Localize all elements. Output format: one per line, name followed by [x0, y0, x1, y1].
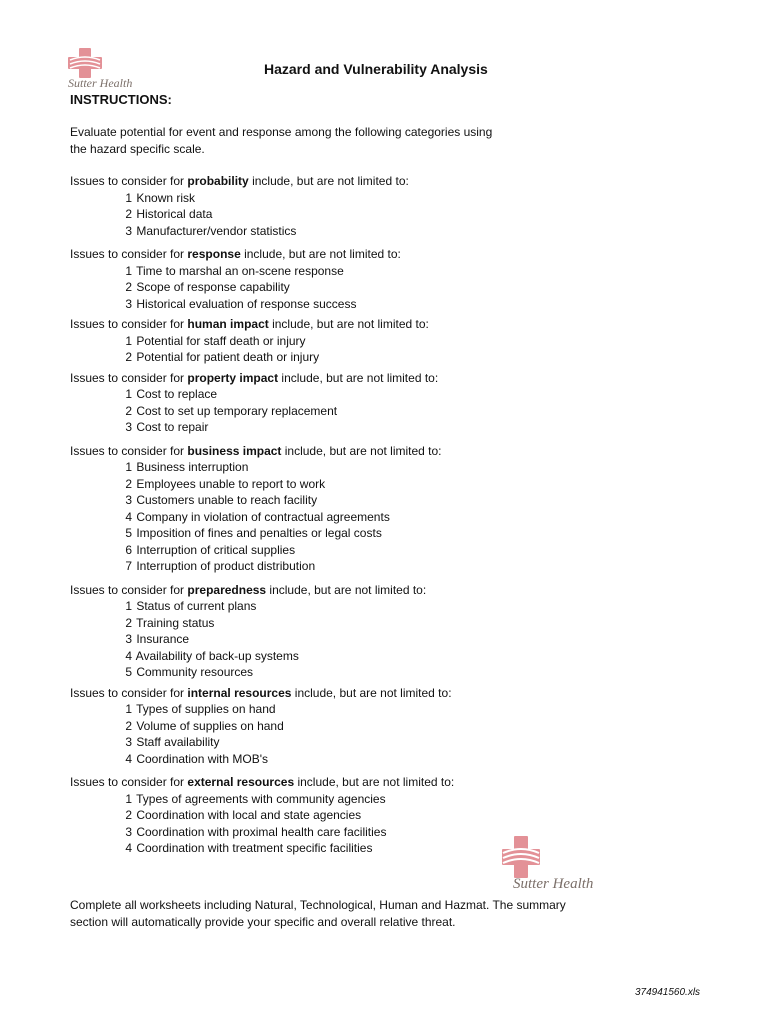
list-item-number: 2	[125, 207, 132, 221]
list-item	[70, 386, 530, 403]
list-item	[70, 476, 530, 493]
section-heading	[70, 316, 530, 333]
list-item-text: Employees unable to report to work	[136, 476, 326, 491]
section-heading-prefix: Issues to consider for	[70, 370, 188, 385]
consideration-section	[70, 443, 530, 575]
list-item-number: 1	[125, 333, 132, 348]
list-item-number: 1	[125, 599, 132, 613]
list-item	[70, 492, 530, 509]
file-name: 374941560.xls	[635, 987, 701, 998]
list-item	[70, 223, 530, 240]
intro-paragraph	[70, 124, 530, 158]
section-heading	[70, 774, 530, 791]
list-item-number: 3	[125, 824, 132, 839]
list-item	[70, 615, 530, 632]
list-item	[70, 664, 530, 681]
list-item	[70, 509, 530, 526]
list-item	[70, 349, 530, 366]
list-item-number: 3	[125, 420, 132, 434]
list-item	[70, 542, 530, 559]
section-heading	[70, 582, 530, 599]
list-item-number: 3	[125, 296, 132, 311]
list-item-text: Availability of back-up systems	[135, 648, 299, 663]
list-item	[70, 807, 530, 824]
list-item	[70, 558, 530, 575]
sutter-health-logo	[500, 836, 624, 893]
list-item-text: Business interruption	[136, 460, 249, 474]
list-item	[70, 648, 530, 665]
list-item-number: 4	[125, 509, 132, 524]
section-heading	[70, 685, 530, 702]
list-item-number: 1	[125, 702, 132, 716]
closing-paragraph	[70, 897, 610, 931]
list-item	[70, 840, 530, 857]
list-item-text: Cost to repair	[136, 420, 209, 434]
list-item-number: 5	[125, 665, 132, 679]
list-item-text: Historical evaluation of response success	[136, 296, 357, 311]
consideration-section	[70, 316, 530, 366]
considerations-list	[70, 173, 530, 857]
section-keyword: probability	[187, 174, 249, 188]
list-item-text: Coordination with local and state agencies	[136, 808, 362, 822]
list-item-number: 1	[125, 190, 132, 205]
section-heading-suffix: include, but are not limited to:	[291, 685, 452, 700]
list-item	[70, 419, 530, 436]
list-item-number: 3	[125, 735, 132, 749]
section-heading-suffix: include, but are not limited to:	[266, 582, 427, 597]
list-item-text: Time to marshal an on-scene response	[136, 263, 344, 278]
list-item-number: 5	[125, 526, 132, 540]
section-heading-prefix: Issues to consider for	[70, 775, 188, 789]
list-item	[70, 751, 530, 768]
list-item-number: 4	[125, 841, 132, 855]
section-heading-suffix: include, but are not limited to:	[268, 317, 429, 331]
list-item-text: Insurance	[136, 632, 190, 646]
consideration-section	[70, 774, 530, 857]
list-item-number: 6	[125, 542, 132, 557]
section-heading-prefix: Issues to consider for	[70, 247, 188, 261]
list-item-number: 4	[125, 648, 132, 663]
section-keyword: business impact	[187, 443, 282, 458]
list-item-number: 7	[125, 559, 132, 573]
list-item-number: 3	[125, 632, 132, 646]
section-heading-suffix: include, but are not limited to:	[294, 775, 455, 789]
list-item-text: Types of supplies on hand	[136, 702, 276, 716]
list-item	[70, 296, 530, 313]
list-item-text: Cost to replace	[136, 387, 218, 401]
section-heading	[70, 370, 530, 387]
section-heading-suffix: include, but are not limited to:	[248, 174, 409, 188]
list-item-number: 1	[125, 387, 132, 401]
sutter-health-cross-icon	[66, 48, 106, 78]
list-item-text: Company in violation of contractual agreements	[136, 509, 390, 524]
section-keyword: preparedness	[187, 582, 267, 597]
intro-line: Evaluate potential for event and response among the following categories using	[70, 125, 493, 139]
list-item-number: 2	[125, 403, 132, 418]
list-item-number: 2	[125, 615, 132, 630]
list-item-text: Cost to set up temporary replacement	[136, 403, 338, 418]
section-heading-prefix: Issues to consider for	[70, 685, 188, 700]
consideration-section	[70, 173, 530, 239]
section-keyword: internal resources	[187, 685, 292, 700]
section-heading	[70, 173, 530, 190]
section-heading-prefix: Issues to consider for	[70, 317, 188, 331]
list-item-text: Imposition of fines and penalties or legal costs	[136, 526, 382, 540]
logo-text: Sutter Health	[513, 876, 594, 892]
list-item-number: 2	[125, 350, 132, 364]
list-item-number: 1	[125, 460, 132, 474]
closing-line: section will automatically provide your specific and overall relative threat.	[70, 915, 456, 929]
section-keyword: human impact	[187, 317, 269, 331]
list-item-number: 1	[125, 263, 132, 278]
page-title: Hazard and Vulnerability Analysis	[264, 61, 488, 77]
list-item	[70, 403, 530, 420]
list-item	[70, 190, 530, 207]
list-item	[70, 791, 530, 808]
list-item-text: Interruption of critical supplies	[136, 542, 296, 557]
list-item	[70, 279, 530, 296]
consideration-section	[70, 582, 530, 681]
consideration-section	[70, 370, 530, 436]
list-item-number: 3	[125, 493, 132, 507]
list-item-text: Community resources	[136, 665, 254, 679]
section-heading-suffix: include, but are not limited to:	[281, 443, 442, 458]
intro-line: the hazard specific scale.	[70, 142, 205, 156]
list-item	[70, 734, 530, 751]
list-item	[70, 263, 530, 280]
list-item-text: Scope of response capability	[136, 280, 290, 294]
section-heading-prefix: Issues to consider for	[70, 443, 188, 458]
section-heading-prefix: Issues to consider for	[70, 582, 188, 597]
list-item-text: Manufacturer/vendor statistics	[136, 223, 297, 238]
section-keyword: response	[187, 247, 241, 261]
list-item-text: Customers unable to reach facility	[136, 493, 318, 507]
sutter-health-cross-icon	[500, 836, 620, 878]
list-item	[70, 701, 530, 718]
list-item-text: Potential for patient death or injury	[136, 350, 320, 364]
logo-text: Sutter Health	[68, 76, 133, 90]
list-item-text: Potential for staff death or injury	[136, 333, 306, 348]
list-item-number: 3	[125, 223, 132, 238]
list-item-text: Status of current plans	[136, 599, 257, 613]
consideration-section	[70, 685, 530, 768]
list-item	[70, 824, 530, 841]
sutter-health-logo	[66, 48, 156, 91]
list-item-text: Staff availability	[136, 735, 220, 749]
list-item	[70, 333, 530, 350]
list-item	[70, 598, 530, 615]
instructions-heading: INSTRUCTIONS:	[70, 92, 172, 107]
closing-line: Complete all worksheets including Natural, Technological, Human and Hazmat. The summary	[70, 898, 566, 912]
section-heading	[70, 443, 530, 460]
list-item-text: Coordination with proximal health care facilities	[136, 824, 387, 839]
list-item-text: Interruption of product distribution	[136, 559, 316, 573]
list-item	[70, 718, 530, 735]
list-item-number: 2	[125, 280, 132, 294]
list-item	[70, 206, 530, 223]
list-item-number: 2	[125, 718, 132, 733]
section-heading	[70, 246, 530, 263]
list-item-text: Training status	[136, 615, 215, 630]
consideration-section	[70, 246, 530, 312]
section-keyword: property impact	[187, 370, 279, 385]
list-item-text: Known risk	[136, 190, 196, 205]
section-keyword: external resources	[187, 775, 295, 789]
list-item-number: 1	[125, 791, 132, 806]
list-item-text: Types of agreements with community agencies	[136, 791, 386, 806]
list-item	[70, 525, 530, 542]
section-heading-suffix: include, but are not limited to:	[278, 370, 439, 385]
list-item-text: Coordination with treatment specific facilities	[136, 841, 373, 855]
list-item-number: 2	[125, 808, 132, 822]
list-item-number: 4	[125, 751, 132, 766]
list-item-number: 2	[125, 476, 132, 491]
section-heading-prefix: Issues to consider for	[70, 174, 188, 188]
list-item-text: Coordination with MOB's	[136, 751, 269, 766]
list-item	[70, 631, 530, 648]
list-item-text: Historical data	[136, 207, 213, 221]
list-item-text: Volume of supplies on hand	[136, 718, 284, 733]
section-heading-suffix: include, but are not limited to:	[240, 247, 401, 261]
list-item	[70, 459, 530, 476]
